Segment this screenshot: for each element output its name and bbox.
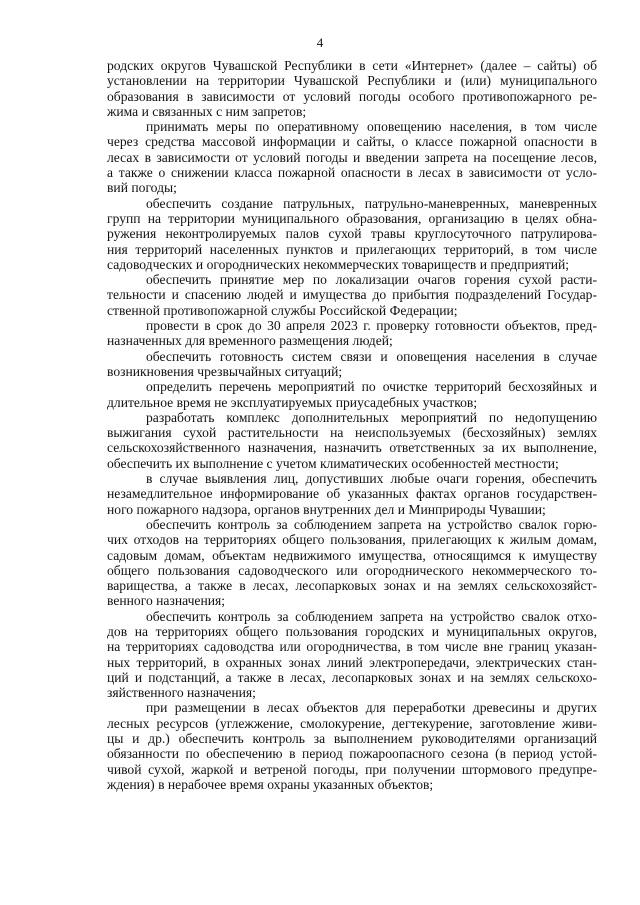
paragraph: [107, 700, 597, 792]
text-line: обеспечить их выполнение с учетом климатических особенностей местности;: [107, 455, 559, 471]
text-line: выжигания сухой растительности на неиспользуемых (бесхозяйных) землях: [107, 425, 597, 441]
paragraph: [107, 58, 597, 119]
text-line: общего пользования садоводческого или огороднического некоммерческого то-: [107, 562, 597, 578]
text-line: групп на территории муниципального образования, организацию в целях обна-: [107, 210, 597, 226]
text-line: разработать комплекс дополнительных мероприятий по недопущению: [146, 409, 597, 425]
text-line: лесах в зависимости от условий погоды и введении запрета на посещение лесов,: [107, 149, 597, 165]
paragraph: [107, 196, 597, 272]
text-line: при размещении в лесах объектов для переработки древесины и других: [146, 700, 597, 716]
text-line: садовым домам, объектам недвижимого имущества, относящимся к имуществу: [107, 547, 597, 563]
text-line: возникновения чрезвычайных ситуаций;: [107, 363, 343, 379]
text-line: лесных ресурсов (углежжение, смолокурение, дегтекурение, заготовление живи-: [107, 715, 597, 731]
text-line: сельскохозяйственного назначения, назначить ответственных за их выполнение,: [107, 440, 597, 456]
text-line: обязанности по обеспечению в период пожароопасного сезона (в период устой-: [107, 746, 597, 762]
paragraph: [107, 379, 597, 410]
paragraph: [107, 609, 597, 701]
document-body: [107, 58, 597, 792]
text-line: через средства массовой информации и сайты, о классе пожарной опасности в: [107, 134, 597, 150]
text-line: а также о снижении класса пожарной опасности в лесах в зависимости от усло-: [107, 165, 597, 181]
paragraph: [107, 349, 597, 380]
paragraph: [107, 410, 597, 471]
text-line: тельности и спасению людей и имущества до прибытия подразделений Государ-: [107, 287, 597, 303]
text-line: назначенных для временного размещения людей;: [107, 333, 393, 349]
text-line: зяйственного назначения;: [107, 685, 256, 701]
text-line: обеспечить создание патрульных, патрульно-маневренных, маневренных: [146, 195, 597, 211]
text-line: венного назначения;: [107, 593, 226, 609]
text-line: обеспечить принятие мер по локализации очагов горения сухой расти-: [146, 272, 597, 288]
text-line: ного пожарного надзора, органов внутренних дел и Минприроды Чувашии;: [107, 501, 546, 517]
text-line: жима и связанных с ним запретов;: [107, 103, 307, 119]
page-number: 4: [316, 35, 324, 50]
text-line: цы и др.) обеспечить контроль за выполнением руководителями организаций: [107, 731, 597, 747]
text-line: на территориях садоводства или огородничества, в том числе вне границ указан-: [107, 639, 597, 655]
paragraph: [107, 272, 597, 318]
text-line: в случае выявления лиц, допустивших любые очаги горения, обеспечить: [146, 471, 597, 487]
paragraph: [107, 318, 597, 349]
text-line: дов на территориях общего пользования городских и муниципальных округов,: [107, 623, 597, 639]
text-line: родских округов Чувашской Республики в сети «Интернет» (далее – сайты) об: [107, 58, 597, 73]
paragraph: [107, 119, 597, 195]
text-line: чих отходов на территориях общего пользования, прилегающих к жилым домам,: [107, 532, 597, 548]
paragraph: [107, 517, 597, 609]
text-line: ственной противопожарной службы Российской Федерации;: [107, 302, 458, 318]
text-line: варищества, а также в лесах, лесопарковых зонах и на землях сельскохозяйст-: [107, 578, 597, 594]
text-line: незамедлительное информирование об указанных фактах органов государствен-: [107, 486, 597, 502]
text-line: ций и подстанций, а также в лесах, лесопарковых зонах и на землях сельскохо-: [107, 669, 597, 685]
text-line: провести в срок до 30 апреля 2023 г. проверку готовности объектов, пред-: [146, 318, 597, 334]
text-line: образования в зависимости от условий погоды особого противопожарного ре-: [107, 88, 597, 104]
text-line: установлении на территории Чувашской Республики и (или) муниципального: [107, 73, 597, 89]
text-line: определить перечень мероприятий по очистке территорий бесхозяйных и: [146, 379, 597, 395]
text-line: обеспечить контроль за соблюдением запрета на устройство свалок горю-: [146, 516, 597, 532]
paragraph: [107, 471, 597, 517]
text-line: ружения неконтролируемых палов сухой травы круглосуточного патрулирова-: [107, 226, 597, 242]
text-line: обеспечить контроль за соблюдением запрета на устройство свалок отхо-: [146, 608, 597, 624]
text-line: ных территорий, в охранных зонах линий электропередачи, электрических стан-: [107, 654, 597, 670]
text-line: вий погоды;: [107, 180, 177, 196]
text-line: чивой сухой, жаркой и ветреной погоды, при получении штормового предупре-: [107, 761, 597, 777]
text-line: ния территорий населенных пунктов и прилегающих территорий, в том числе: [107, 241, 597, 257]
text-line: принимать меры по оперативному оповещению населения, в том числе: [146, 119, 597, 135]
text-line: ждения) в нерабочее время охраны указанных объектов;: [107, 776, 434, 792]
text-line: длительное время не эксплуатируемых приусадебных участков;: [107, 394, 478, 410]
text-line: садоводческих и огороднических некоммерческих товариществ и предприятий;: [107, 256, 570, 272]
text-line: обеспечить готовность систем связи и оповещения населения в случае: [146, 348, 597, 364]
